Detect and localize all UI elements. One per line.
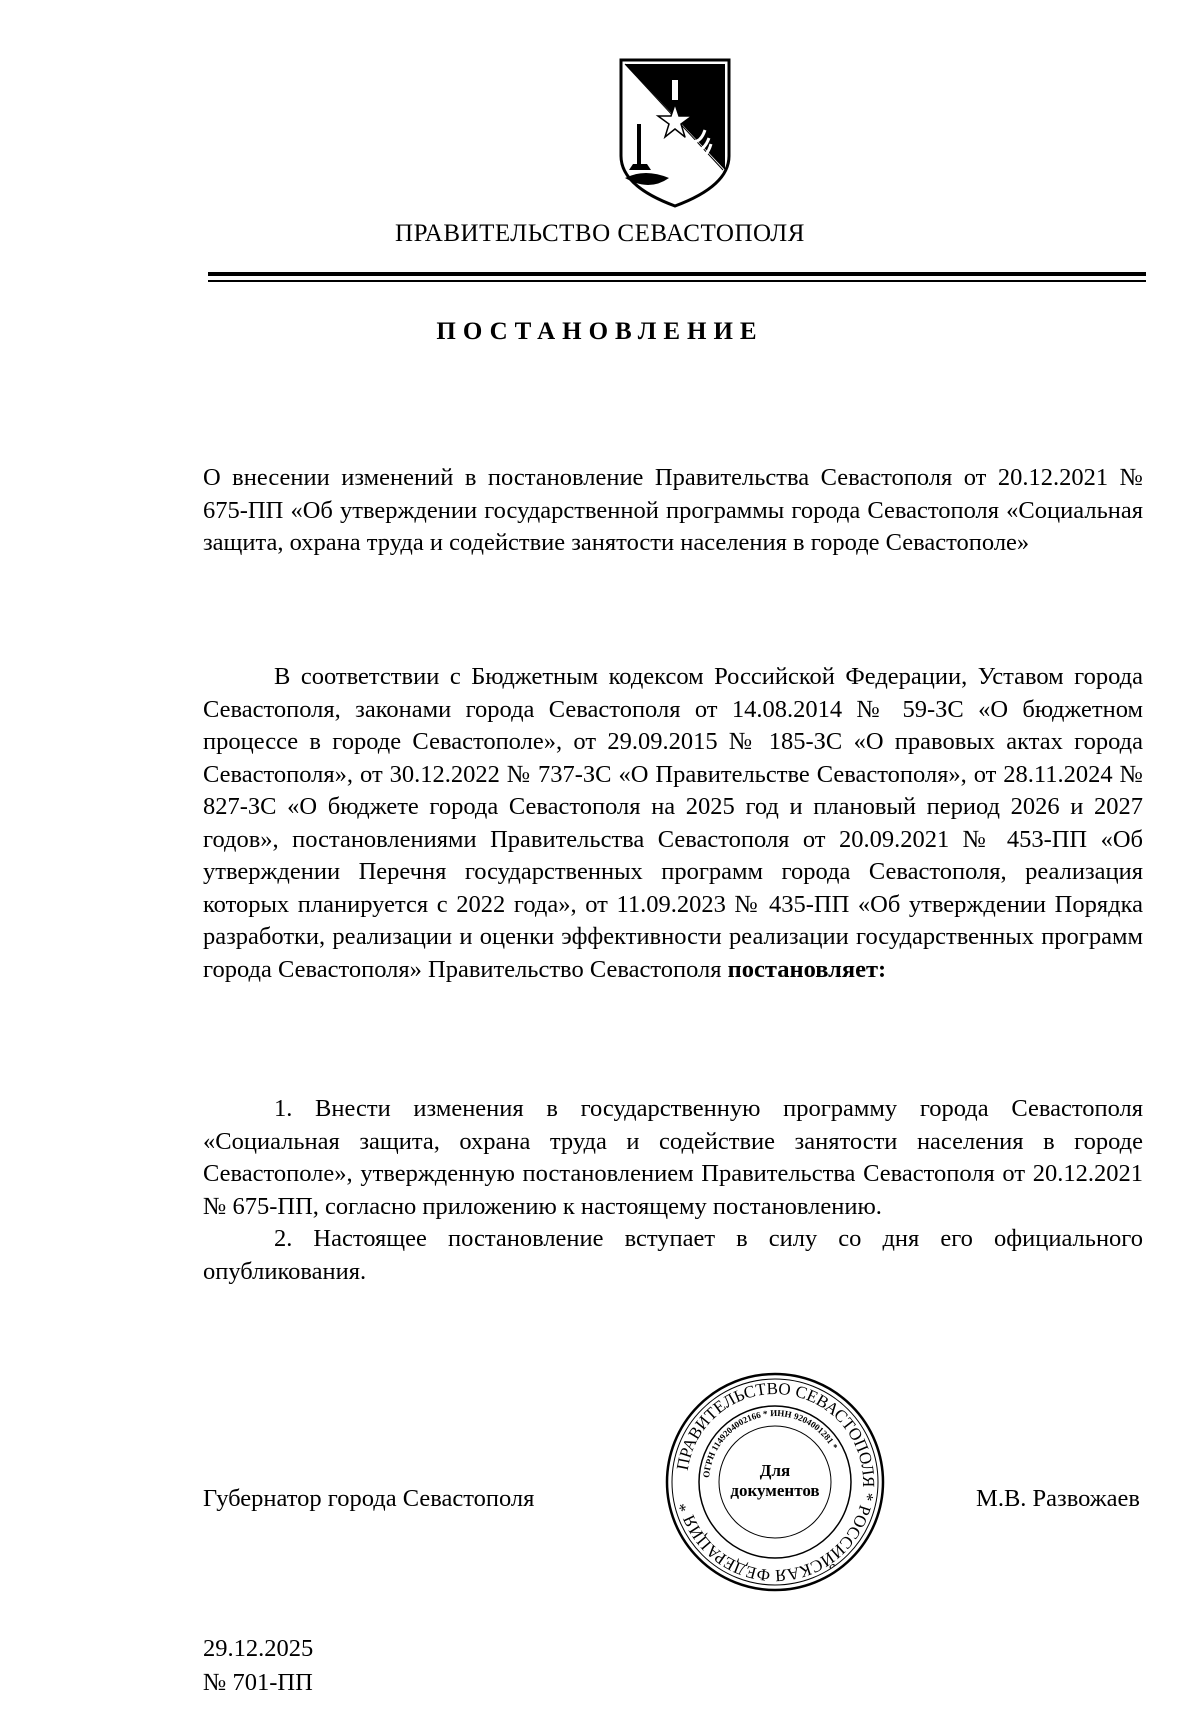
preamble-verb: постановляет: [727,955,887,983]
document-subject: О внесении изменений в постановление Правительства Севастополя от 20.12.2021 № 675-ПП «Об утверждении государственной программы города Севастополя «Социальная защита, охрана труда и содействие занятости населения в городе Севастополе» [203,464,1143,556]
document-date-number [203,1632,313,1700]
resolution-item: 2. Настоящее постановление вступает в силу со дня его официального опубликования. [203,1225,1143,1285]
document-number: № 701-ПП [203,1669,313,1696]
resolution-item: 1. Внести изменения в государственную программу города Севастополя «Социальная защита, охрана труда и содействие занятости населения в городе Севастополе», утвержденную постановлением Правительства Севастополя от 20.12.2021 № 675-ПП, согласно приложению к настоящему постановлению. [203,1095,1143,1220]
seal-inner-ring-text: ОГРН 1149204002166 * ИНН 9204001281 * [701,1407,840,1479]
header-rule-thick [208,272,1146,276]
seal-outer-text: ПРАВИТЕЛЬСТВО СЕВАСТОПОЛЯ * РОССИЙСКАЯ ФЕДЕРАЦИЯ * [672,1378,879,1586]
document-type-title: ПОСТАНОВЛЕНИЕ [436,318,764,345]
government-name: ПРАВИТЕЛЬСТВО СЕВАСТОПОЛЯ [395,220,805,247]
header-rule-thin [208,280,1146,282]
seal-center-line2: документов [730,1481,820,1500]
signatory-position: Губернатор города Севастополя [203,1485,535,1512]
document-date: 29.12.2025 [203,1635,314,1662]
official-seal-icon [661,1368,889,1596]
preamble-paragraph [203,661,1143,986]
preamble-text: В соответствии с Бюджетным кодексом Российской Федерации, Уставом города Севастополя, законами города Севастополя от 14.08.2014 № 59-ЗС «О бюджетном процессе в городе Севастополе», от 29.09.2015 № 185-ЗС «О правовых актах города Севастополя», от 30.12.2022 № 737-ЗС «О Правительстве Севастополя», от 28.11.2024 № 827-ЗС «О бюджете города Севастополя на 2025 год и плановый период 2026 и 2027 годов», постановлениями Правительства Севастополя от 20.09.2021 № 453-ПП «Об утверждении Перечня государственных программ города Севастополя, реализация которых планируется с 2022 года», от 11.09.2023 № 435-ПП «Об утверждении Порядка разработки, реализации и оценки эффективности реализации государственных программ города Севастополя» Правительство Севастополя [203,663,1143,983]
coat-of-arms-icon [615,58,735,208]
resolution-items [203,1093,1143,1288]
signatory-name: М.В. Развожаев [976,1485,1140,1512]
seal-center-line1: Для [759,1461,791,1480]
